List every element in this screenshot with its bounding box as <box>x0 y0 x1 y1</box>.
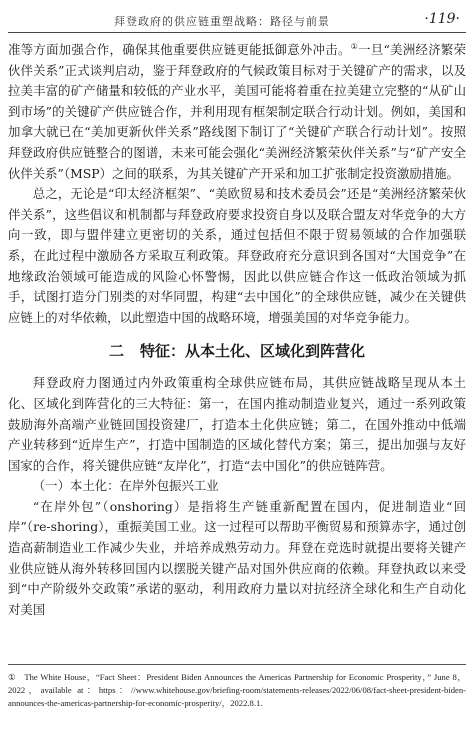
main-text <box>8 40 466 620</box>
footnote-reference[interactable]: ① <box>350 41 359 51</box>
section-title: 特征：从本土化、区域化到阵营化 <box>140 342 366 361</box>
footnote-text: The White House，“Fact Sheet：President Biden Announces the Americas Partnership for Economic Prosperity，” June 8，2022，available at：https：//www.whitehouse.gov/briefing-room/statements-releases/2022/06/08/fact-sheet-president-biden-announces-the-americas-partnership-for-economic-prosperity/，2022.8.1. <box>8 672 466 708</box>
section-number: 二 <box>108 342 124 361</box>
section-heading <box>8 340 466 362</box>
footnote-marker: ① <box>8 672 17 682</box>
paragraph-2: 总之，无论是“印太经济框架”、“美欧贸易和技术委员会”还是“美洲经济繁荣伙伴关系”，这些倡议和机制都与拜登政府要求投资自身以及联合盟友对华竞争的大方向一致，即与盟伴建立更密切的关系，通过包括但不限于贸易领域的合作加强联系，在此过程中激励各方采取互利政策。拜登政府充分意识到各国对“大国竞争”在地缘政治领域可能造成的风险心怀警惕，因此以供应链合作这一低政治领域为抓手，试图打造分门别类的对华同盟，构建“去中国化”的全球供应链，减少在关键供应链上的对华依赖，以此塑造中国的战略环境，增强美国的对华竞争能力。 <box>8 186 467 325</box>
paragraph-1 <box>8 40 466 184</box>
running-title: 拜登政府的供应链重塑战略：路径与前景 <box>114 15 330 28</box>
page-number: ·119· <box>424 11 460 27</box>
paragraph-1-rest: 一旦“美洲经济繁荣伙伴关系”正式谈判启动，鉴于拜登政府的气候政策目标对于关键矿产的需求，以及拉美丰富的矿产储量和较低的产业水平，美国可能将着重在拉美建立完整的“从矿山到市场”的关键矿产供应链合作，并利用现有框架制定联合行动计划。例如，美国和加拿大就已在“美加更新伙伴关系”路线图下制订了“关键矿产联合行动计划”。按照拜登政府供应链整合的图谱，未来可能会强化“美洲经济繁荣伙伴关系”与“矿产安全伙伴关系”（MSP）之间的联系，为其关键矿产开采和加工扩张制定投资激励措施。 <box>8 42 467 181</box>
subsection-heading: （一）本土化：在岸外包振兴工业 <box>32 478 219 494</box>
page-header <box>0 0 474 40</box>
paragraph-3: 拜登政府力图通过内外政策重构全球供应链布局，其供应链战略呈现从本土化、区域化到阵营化的三大特征：第一，在国内推动制造业复兴，通过一系列政策鼓励海外高端产业链回国投资建厂，打造本土化供应链；第二，在国外推动中低端产业转移到“近岸生产”，打造中国制造的区域化替代方案；第三，提出加强与友好国家的合作，将关键供应链“友岸化”，打造“去中国化”的供应链阵营。 <box>8 375 466 473</box>
footnote-area <box>8 664 466 710</box>
paragraph-1-start: 准等方面加强合作，确保其他重要供应链更能抵御意外冲击。 <box>8 42 351 57</box>
header-divider <box>8 32 466 33</box>
paragraph-4: “在岸外包”（onshoring）是指将生产链重新配置在国内，促进制造业“回岸”（re-shoring），重振美国工业。这一过程可以帮助平衡贸易和预算赤字，通过创造高薪制造业工作减少失业，并培养成熟劳动力。拜登在竞选时就提出要将关键产业供应链从海外转移回国内以摆脱关键产品对国外供应商的依赖。拜登执政以来受到“中产阶级外交政策”承诺的驱动，利用政府力量以对抗经济全球化和生产自动化对美国 <box>8 498 466 617</box>
